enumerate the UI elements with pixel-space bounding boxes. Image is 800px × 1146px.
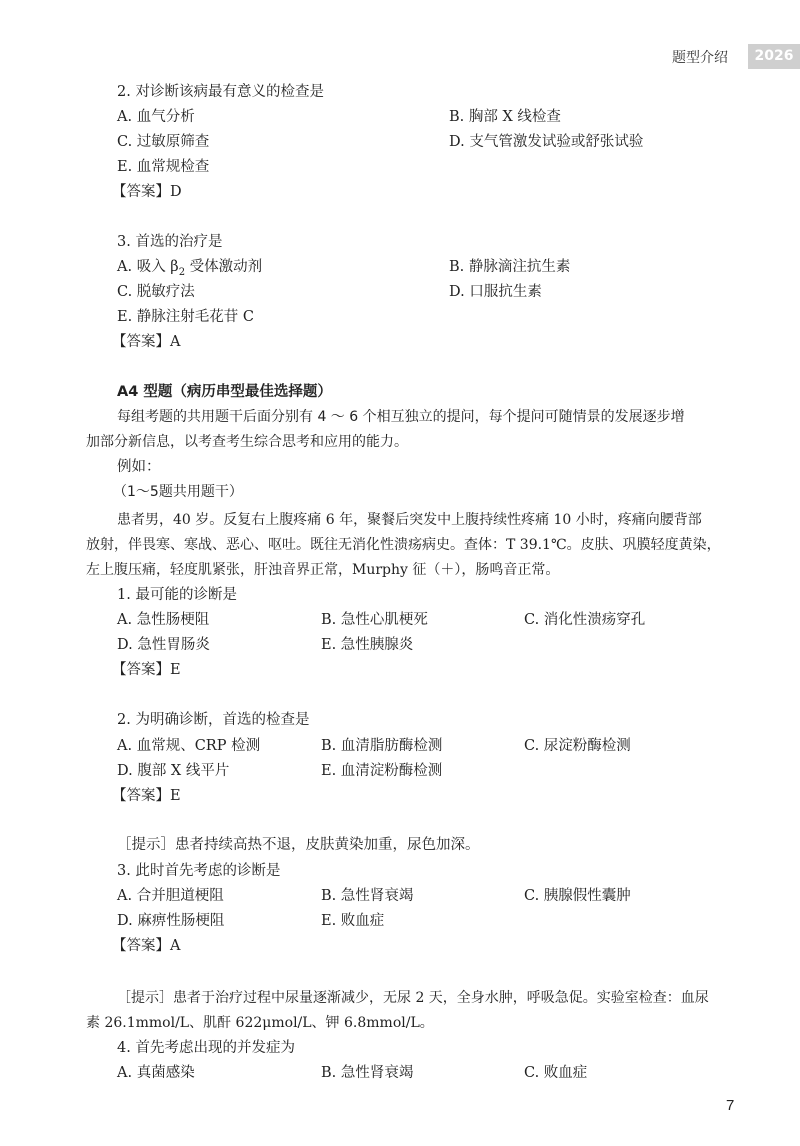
q3a-option-c: C. 脱敏疗法 bbox=[117, 284, 195, 300]
q2a-option-d: D. 支气管激发试验或舒张试验 bbox=[449, 134, 644, 150]
q3a-option-a-post: 受体激动剂 bbox=[185, 259, 263, 275]
b1-option-a: A. 急性肠梗阻 bbox=[117, 612, 210, 628]
header-section-title: 题型介绍 bbox=[672, 50, 728, 66]
b4-hint-line2: 素 26.1mmol/L、肌酐 622μmol/L、钾 6.8mmol/L。 bbox=[86, 1015, 434, 1031]
case-text-line1: 患者男，40 岁。反复右上腹疼痛 6 年，聚餐后突发中上腹持续性疼痛 10 小时，疼痛向腰背部 bbox=[117, 512, 702, 528]
b2-option-d: D. 腹部 X 线平片 bbox=[117, 763, 230, 779]
b3-option-c: C. 胰腺假性囊肿 bbox=[524, 888, 631, 904]
b1-option-b: B. 急性心肌梗死 bbox=[321, 612, 428, 628]
a4-description-line1: 每组考题的共用题干后面分别有 4 ～ 6 个相互独立的提问，每个提问可随情景的发展逐步增 bbox=[117, 409, 685, 425]
q3a-answer: 【答案】A bbox=[112, 334, 181, 350]
a4-heading: A4 型题（病历串型最佳选择题） bbox=[117, 384, 332, 400]
b3-stem: 3. 此时首先考虑的诊断是 bbox=[117, 863, 281, 879]
q2a-option-c: C. 过敏原筛查 bbox=[117, 134, 210, 150]
a4-example-label: 例如： bbox=[117, 459, 161, 475]
b1-option-e: E. 急性胰腺炎 bbox=[321, 637, 414, 653]
b1-answer: 【答案】E bbox=[112, 662, 181, 678]
q2a-stem: 2. 对诊断该病最有意义的检查是 bbox=[117, 84, 324, 100]
b3-option-b: B. 急性肾衰竭 bbox=[321, 888, 414, 904]
q3a-option-a bbox=[117, 257, 262, 283]
b2-option-e: E. 血清淀粉酶检测 bbox=[321, 763, 443, 779]
b4-option-b: B. 急性肾衰竭 bbox=[321, 1065, 414, 1081]
q3a-option-e: E. 静脉注射毛花苷 C bbox=[117, 309, 255, 325]
page-number: 7 bbox=[726, 1097, 735, 1114]
b3-option-a: A. 合并胆道梗阻 bbox=[117, 888, 224, 904]
case-text-line2: 放射，伴畏寒、寒战、恶心、呕吐。既往无消化性溃疡病史。查体：T 39.1℃。皮肤、巩膜轻度黄染， bbox=[86, 537, 721, 553]
b2-answer: 【答案】E bbox=[112, 788, 181, 804]
b2-option-c: C. 尿淀粉酶检测 bbox=[524, 738, 631, 754]
a4-group-label: （1～5题共用题干） bbox=[113, 484, 243, 500]
header-year-badge: 2026 bbox=[748, 44, 800, 69]
b1-option-d: D. 急性胃肠炎 bbox=[117, 637, 210, 653]
b1-stem: 1. 最可能的诊断是 bbox=[117, 587, 237, 603]
b2-option-a: A. 血常规、CRP 检测 bbox=[117, 738, 261, 754]
a4-description-line2: 加部分新信息，以考查考生综合思考和应用的能力。 bbox=[86, 434, 408, 450]
b3-option-d: D. 麻痹性肠梗阻 bbox=[117, 913, 225, 929]
q3a-option-b: B. 静脉滴注抗生素 bbox=[449, 259, 571, 275]
b3-hint: ［提示］患者持续高热不退，皮肤黄染加重，尿色加深。 bbox=[117, 837, 480, 853]
q3a-option-a-sub: 2 bbox=[178, 266, 186, 278]
q3a-stem: 3. 首选的治疗是 bbox=[117, 234, 223, 250]
b2-stem: 2. 为明确诊断，首选的检查是 bbox=[117, 712, 310, 728]
b4-option-a: A. 真菌感染 bbox=[117, 1065, 195, 1081]
case-text-line3: 左上腹压痛，轻度肌紧张，肝浊音界正常，Murphy 征（＋），肠鸣音正常。 bbox=[86, 562, 560, 578]
q3a-option-d: D. 口服抗生素 bbox=[449, 284, 542, 300]
q2a-option-e: E. 血常规检查 bbox=[117, 159, 210, 175]
q3a-option-a-pre: A. 吸入 β bbox=[117, 259, 179, 275]
b3-answer: 【答案】A bbox=[112, 938, 181, 954]
b4-stem: 4. 首先考虑出现的并发症为 bbox=[117, 1040, 295, 1056]
q2a-answer: 【答案】D bbox=[112, 184, 182, 200]
b4-hint-line1: ［提示］患者于治疗过程中尿量逐渐减少，无尿 2 天，全身水肿，呼吸急促。实验室检查：血尿 bbox=[117, 990, 709, 1006]
b4-option-c: C. 败血症 bbox=[524, 1065, 588, 1081]
b1-option-c: C. 消化性溃疡穿孔 bbox=[524, 612, 646, 628]
q2a-option-b: B. 胸部 X 线检查 bbox=[449, 109, 561, 125]
b3-option-e: E. 败血症 bbox=[321, 913, 385, 929]
q2a-option-a: A. 血气分析 bbox=[117, 109, 195, 125]
b2-option-b: B. 血清脂肪酶检测 bbox=[321, 738, 443, 754]
